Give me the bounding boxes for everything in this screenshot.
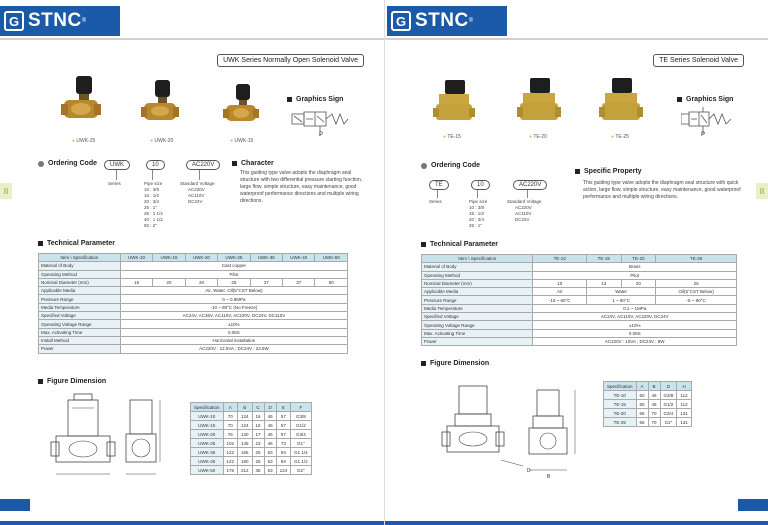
table-row [191, 466, 312, 475]
row-value: 70 [223, 421, 238, 430]
series-title: TE Series Solenoid Valve [653, 54, 744, 67]
code-series-line [116, 170, 117, 180]
code-series-line [437, 190, 438, 198]
tech-table [38, 253, 348, 354]
ordering-code-title: Ordering Code [38, 160, 97, 167]
row-value: Water [586, 288, 655, 296]
table-row [39, 320, 348, 328]
circle-bullet-icon [421, 163, 427, 169]
row-value: 76 [223, 430, 238, 439]
row-label: Operating Method [422, 271, 533, 279]
square-bullet-icon [38, 241, 43, 246]
brand-reg: ® [81, 18, 87, 24]
row-value: 94 [276, 457, 291, 466]
product-image-uwk20 [140, 78, 180, 128]
character-title: Character [232, 160, 274, 167]
dimension-table [603, 381, 692, 427]
header-cell: F [291, 403, 312, 412]
row-value: 25 [252, 457, 264, 466]
side-tab: II [0, 183, 12, 199]
side-tab: II [756, 183, 768, 199]
row-value: Pilot [533, 271, 737, 279]
tech-title: Technical Parameter [421, 241, 498, 248]
code-size-label: Pipe size [469, 199, 488, 204]
code-size-list: 10 : 3/8 15 : 1/2 20 : 3/4 25 : 1" [469, 205, 485, 228]
row-value: 0.1 ~ 1MPa [533, 304, 737, 312]
row-label: Applicable Media [39, 287, 121, 295]
row-value: 37 [283, 278, 315, 286]
product-label-te25: ● TE-25 [611, 134, 629, 140]
row-value: G2" [291, 466, 312, 475]
square-bullet-icon [38, 379, 43, 384]
header-item: Item \ Specification [39, 254, 121, 262]
header-cell: C [252, 403, 264, 412]
product-image-te25 [599, 76, 639, 126]
specific-property-text: This guiding type valve adopts the diaphragm seal structure with quick action, large flow, simple structure, easy maintenance, good waterproof performance and multiple wiring directions. [583, 180, 741, 200]
graphics-sign-title: Graphics Sign [287, 96, 343, 103]
table-header-row [604, 382, 692, 391]
row-value: 46 [264, 412, 276, 421]
table-header-row [39, 254, 348, 262]
table-row [191, 448, 312, 457]
header-cell: A [636, 382, 648, 391]
code-series-label: Series [108, 181, 121, 186]
table-row [422, 313, 737, 321]
square-bullet-icon [421, 242, 426, 247]
row-value: 46 [264, 421, 276, 430]
row-label: Nominal Diameter (mm) [39, 278, 121, 286]
figure-label-b: B [547, 474, 551, 480]
header-spec: UWK-15 [153, 254, 185, 262]
table-row [422, 337, 737, 345]
footer-bar [738, 499, 768, 511]
row-value: G1/2 [291, 421, 312, 430]
header-spec: UWK-40 [283, 254, 315, 262]
dimension-drawing [50, 392, 170, 484]
table-row [39, 287, 348, 295]
code-voltage-line [527, 190, 528, 198]
code-size-line [152, 170, 153, 180]
table-row [39, 328, 348, 336]
row-label: TE-25 [604, 418, 637, 427]
row-label: UWK-15 [191, 421, 224, 430]
row-label: Operating Voltage Range [39, 320, 121, 328]
square-bullet-icon [677, 97, 682, 102]
row-label: UWK-10 [191, 412, 224, 421]
brand-logo [387, 6, 507, 36]
table-header-row [422, 255, 737, 263]
table-row [191, 412, 312, 421]
code-series: UWK [104, 160, 130, 170]
row-value: 130 [238, 430, 253, 439]
row-value: 10 [533, 279, 587, 287]
row-value: -10 ~ 60°C [533, 296, 587, 304]
row-value: 23 [252, 439, 264, 448]
header-cell: H [677, 382, 692, 391]
table-header-row [191, 403, 312, 412]
header-cell: B [238, 403, 253, 412]
code-voltage-line [199, 170, 200, 180]
table-row [39, 336, 348, 344]
header-cell: Specification [604, 382, 637, 391]
row-value: AC24V, AC110V, AC220V, DC24V [533, 313, 737, 321]
table-row [39, 262, 348, 270]
header-spec: TE-15 [586, 255, 621, 263]
graphics-sign-symbol [681, 106, 735, 136]
row-label: Operating Method [39, 270, 121, 278]
row-value: 0 ~ 0.8MPa [120, 295, 347, 303]
table-row [39, 270, 348, 278]
row-label: UWK-20 [191, 430, 224, 439]
row-value: 124 [276, 466, 291, 475]
row-value: G3/8 [660, 391, 677, 400]
row-value: G1" [291, 439, 312, 448]
row-value: G1 1/4 [291, 448, 312, 457]
header-cell: E [276, 403, 291, 412]
row-value: Pilot [120, 270, 347, 278]
row-value: 112 [677, 391, 692, 400]
code-size: 10 [471, 180, 490, 190]
code-size: 10 [146, 160, 165, 170]
code-series: TE [429, 180, 449, 190]
row-value: G3/4 [660, 409, 677, 418]
header-band [0, 38, 384, 40]
right-page [384, 0, 768, 525]
table-row [39, 303, 348, 311]
graphics-sign-title: Graphics Sign [677, 96, 733, 103]
row-value: 70 [648, 409, 660, 418]
row-value: 57 [276, 412, 291, 421]
row-value: G3/4 [291, 430, 312, 439]
row-value: 70 [648, 418, 660, 427]
row-value: 0.05S [533, 329, 737, 337]
table-row [604, 391, 692, 400]
row-value: 60 [636, 400, 648, 409]
row-value: 13 [586, 279, 621, 287]
brand-mark: G [391, 11, 411, 31]
row-value: 60 [636, 391, 648, 400]
code-voltage-list: AC220V AC110V DC24V [188, 187, 205, 204]
row-label: Power [422, 337, 533, 345]
row-value: 180 [238, 457, 253, 466]
footer-bar [0, 499, 30, 511]
product-label-uwk15: ● UWK-15 [230, 138, 253, 144]
row-value: 66 [636, 418, 648, 427]
header-cell: D [660, 382, 677, 391]
row-label: Power [39, 345, 121, 353]
header-spec: TE-25 [656, 255, 737, 263]
row-value: 57 [276, 430, 291, 439]
row-value: G1 1/2 [291, 457, 312, 466]
product-label-uwk25: ● UWK-25 [72, 138, 95, 144]
row-value: 212 [238, 466, 253, 475]
header-spec: UWK-35 [250, 254, 282, 262]
row-label: Operating Voltage Range [422, 321, 533, 329]
row-value: 70 [223, 412, 238, 421]
header-item: Item \ Specification [422, 255, 533, 263]
character-text: This guiding type valve adopts the diaphragm seal structure with two differential pressure starting function, large flow, simple structure, easy maintenance, good waterproof performance directions and multiple wiring directions. [240, 170, 363, 204]
row-value: 25 [656, 279, 737, 287]
code-voltage-label: Standard Voltage [180, 181, 215, 186]
row-value: 0.05S [120, 328, 347, 336]
square-bullet-icon [421, 361, 426, 366]
header-spec: UWK-25 [218, 254, 250, 262]
figure-label-d: D [527, 468, 531, 474]
row-label: TE-20 [604, 409, 637, 418]
row-value: Oil(5°CST Below) [656, 288, 737, 296]
row-value: 37 [250, 278, 282, 286]
specific-property-title: Specific Property [575, 168, 642, 175]
row-label: Material of Body [39, 262, 121, 270]
code-voltage: AC220V [186, 160, 220, 170]
row-value: 131 [677, 409, 692, 418]
row-value: 46 [264, 430, 276, 439]
row-label: Max. Activating Time [39, 328, 121, 336]
row-label: UWK-50 [191, 466, 224, 475]
row-value: 102 [223, 439, 238, 448]
header-spec: TE-10 [533, 255, 587, 263]
row-value: G1" [660, 418, 677, 427]
row-value: ±10% [120, 320, 347, 328]
row-value: 165 [238, 448, 253, 457]
row-value: Cast copper [120, 262, 347, 270]
circle-bullet-icon [38, 161, 44, 167]
row-value: 112 [677, 400, 692, 409]
row-label: Applicable Media [422, 288, 533, 296]
product-label-te15: ● TE-15 [443, 134, 461, 140]
row-value: AC220V : 12.5VA ; DC24V : 22.5W [120, 345, 347, 353]
table-row [191, 430, 312, 439]
square-bullet-icon [575, 169, 580, 174]
row-value: 63 [264, 466, 276, 475]
header-spec: UWK-50 [315, 254, 348, 262]
row-value: 1 ~ 60°C [586, 296, 655, 304]
product-image-te15 [433, 78, 473, 128]
tech-table [421, 254, 737, 346]
header-cell: Specification [191, 403, 224, 412]
header-band [385, 38, 768, 40]
header-cell: A [223, 403, 238, 412]
product-image-uwk25 [60, 74, 100, 124]
dimension-table [190, 402, 312, 475]
header-cell: D [264, 403, 276, 412]
product-image-te20 [517, 76, 557, 126]
row-label: Media Temperature [39, 303, 121, 311]
row-label: TE-15 [604, 400, 637, 409]
table-row [422, 304, 737, 312]
row-value: G1/2 [660, 400, 677, 409]
table-row [604, 400, 692, 409]
series-title: UWK Series Normally Open Solenoid Valve [217, 54, 364, 67]
table-row [39, 345, 348, 353]
table-row [191, 439, 312, 448]
graphics-port-label: P [319, 132, 324, 138]
table-row [39, 312, 348, 320]
row-value: 124 [238, 421, 253, 430]
brand-reg: ® [468, 18, 474, 24]
table-row [422, 263, 737, 271]
table-row [422, 279, 737, 287]
code-size-list: 10 : 3/8 15 : 1/2 20 : 3/4 25 : 1" 35 : 1 1/4 40 : 1 1/2 50 : 2" [144, 187, 163, 228]
row-value: 20 [621, 279, 656, 287]
row-value: 46 [264, 439, 276, 448]
row-value: AC220V : 10VA ; DC24V : 8W [533, 337, 737, 345]
row-value: 50 [315, 278, 348, 286]
product-label-te20: ● TE-20 [529, 134, 547, 140]
row-label: Pressure Range [422, 296, 533, 304]
brand-logo [0, 6, 120, 36]
row-value: 122 [223, 457, 238, 466]
brand-mark: G [4, 11, 24, 31]
table-row [39, 278, 348, 286]
header-cell: B [648, 382, 660, 391]
table-row [422, 271, 737, 279]
table-row [422, 321, 737, 329]
table-row [422, 288, 737, 296]
row-value: G3/8 [291, 412, 312, 421]
row-value: 122 [223, 448, 238, 457]
row-value: 46 [648, 400, 660, 409]
row-value: 63 [264, 448, 276, 457]
row-value: 73 [276, 439, 291, 448]
row-value: Air [533, 288, 587, 296]
row-value: Brass [533, 263, 737, 271]
row-value: 25 [218, 278, 250, 286]
table-row [191, 457, 312, 466]
brand-name: STNC [28, 10, 82, 31]
row-value: Horizontal installation [120, 336, 347, 344]
row-label: UWK-35 [191, 448, 224, 457]
row-value: 124 [238, 412, 253, 421]
header-spec: UWK-10 [120, 254, 152, 262]
code-voltage-label: Standard Voltage [507, 199, 542, 204]
row-value: 17 [252, 430, 264, 439]
row-label: Nominal Diameter (mm) [422, 279, 533, 287]
table-row [39, 295, 348, 303]
ordering-code-title: Ordering Code [421, 162, 480, 169]
row-label: UWK-40 [191, 457, 224, 466]
row-label: Pressure Range [39, 295, 121, 303]
row-label: Specified Voltage [422, 313, 533, 321]
row-value: -5 ~ 80°C [656, 296, 737, 304]
row-label: UWK-25 [191, 439, 224, 448]
row-value: 131 [677, 418, 692, 427]
dimension-drawing [441, 384, 591, 484]
figure-title: Figure Dimension [38, 378, 106, 385]
row-label: TE-10 [604, 391, 637, 400]
tech-title: Technical Parameter [38, 240, 115, 247]
code-voltage-list: AC220V AC110V DC24V [515, 205, 532, 222]
header-spec: UWK-20 [185, 254, 217, 262]
table-row [604, 409, 692, 418]
row-label: Media Temperature [422, 304, 533, 312]
row-value: 20 [185, 278, 217, 286]
row-value: 66 [636, 409, 648, 418]
footer-line [385, 521, 768, 525]
product-image-uwk15 [222, 82, 262, 132]
row-value: ±10% [533, 321, 737, 329]
row-value: 94 [276, 448, 291, 457]
table-row [422, 329, 737, 337]
table-row [191, 421, 312, 430]
row-value: 20 [153, 278, 185, 286]
row-label: Max. Activating Time [422, 329, 533, 337]
row-value: 16 [120, 278, 152, 286]
row-value: 16 [252, 412, 264, 421]
code-series-label: Series [429, 199, 442, 204]
row-value: 57 [276, 421, 291, 430]
row-value: -10 ~ 80°C (No Freeze) [120, 303, 347, 311]
row-label: Install Method [39, 336, 121, 344]
row-value: 175 [223, 466, 238, 475]
square-bullet-icon [232, 161, 237, 166]
code-voltage: AC220V [513, 180, 547, 190]
code-size-label: Pipe size [144, 181, 163, 186]
header-spec: TE-20 [621, 255, 656, 263]
table-row [604, 418, 692, 427]
row-value: 16 [252, 421, 264, 430]
graphics-port-label: P [701, 132, 706, 138]
row-value: 35 [252, 466, 264, 475]
row-value: 25 [252, 448, 264, 457]
row-label: Specified Voltage [39, 312, 121, 320]
row-value: 145 [238, 439, 253, 448]
row-value: AC24V, AC36V, AC110V, AC220V, DC24V, DC110V [120, 312, 347, 320]
table-row [422, 296, 737, 304]
product-label-uwk20: ● UWK-20 [150, 138, 173, 144]
brand-name: STNC [415, 10, 469, 31]
row-value: Air, Water, Oil(5°CST Below) [120, 287, 347, 295]
row-value: 63 [264, 457, 276, 466]
square-bullet-icon [287, 97, 292, 102]
footer-line [0, 521, 384, 525]
figure-title: Figure Dimension [421, 360, 489, 367]
row-label: Material of Body [422, 263, 533, 271]
code-size-line [477, 190, 478, 198]
row-value: 46 [648, 391, 660, 400]
